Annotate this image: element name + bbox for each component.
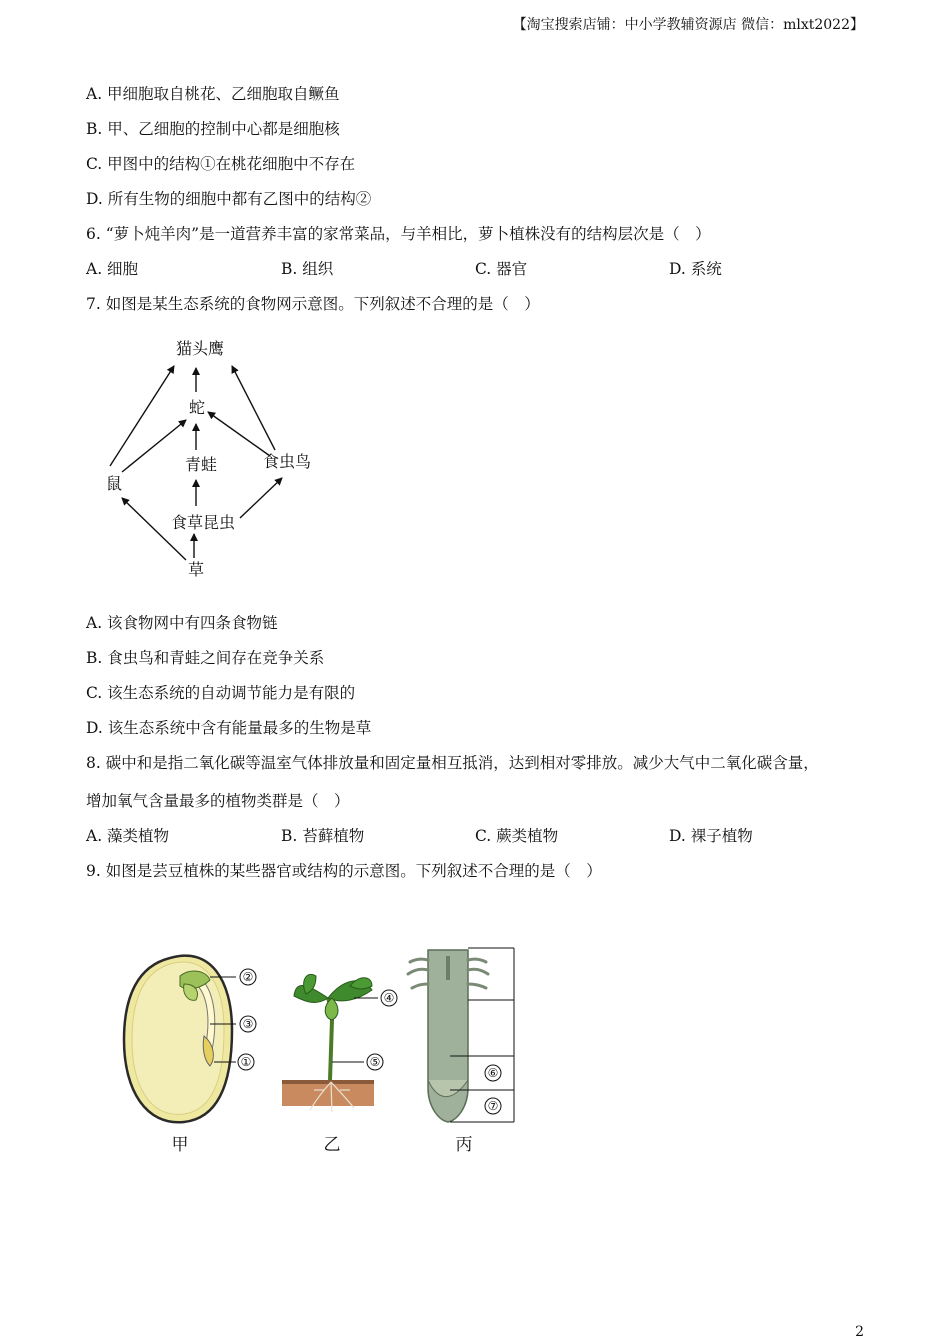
q7-option-b: B. 食虫鸟和青蛙之间存在竞争关系 xyxy=(86,649,325,667)
bean-plant-figure xyxy=(110,940,530,1160)
label-n7: ⑦ xyxy=(487,1099,499,1113)
q7-option-a: A. 该食物网中有四条食物链 xyxy=(86,614,278,632)
label-n6: ⑥ xyxy=(487,1066,499,1080)
arrow-bird-owl xyxy=(232,366,275,450)
q6-option-d: D. 系统 xyxy=(669,260,722,278)
q9-stem: 9. 如图是芸豆植株的某些器官或结构的示意图。下列叙述不合理的是（ ） xyxy=(86,862,602,880)
food-web-diagram xyxy=(100,332,330,582)
label-n5: ⑤ xyxy=(369,1055,381,1069)
label-insect: 食草昆虫 xyxy=(170,513,236,532)
q6-option-c: C. 器官 xyxy=(475,260,528,278)
q5-option-d: D. 所有生物的细胞中都有乙图中的结构② xyxy=(86,190,372,208)
label-n2: ② xyxy=(242,970,254,984)
q5-option-c: C. 甲图中的结构①在桃花细胞中不存在 xyxy=(86,155,356,173)
q7-option-c: C. 该生态系统的自动调节能力是有限的 xyxy=(86,684,356,702)
root-tip-illustration xyxy=(408,950,488,1122)
label-jia: 甲 xyxy=(171,1135,189,1155)
q6-option-a: A. 细胞 xyxy=(86,260,139,278)
label-n3: ③ xyxy=(242,1017,254,1031)
q6-option-b: B. 组织 xyxy=(281,260,334,278)
page-number: 2 xyxy=(855,1324,864,1340)
label-n1: ① xyxy=(240,1055,252,1069)
q5-option-a: A. 甲细胞取自桃花、乙细胞取自鳜鱼 xyxy=(86,85,340,103)
q8-stem-line1: 8. 碳中和是指二氧化碳等温室气体排放量和固定量相互抵消，达到相对零排放。减少大气中二氧化碳含量， xyxy=(86,754,819,772)
label-n4: ④ xyxy=(383,991,395,1005)
q8-option-c: C. 蕨类植物 xyxy=(475,827,559,845)
label-bird: 食虫鸟 xyxy=(262,452,312,471)
label-frog: 青蛙 xyxy=(184,455,218,474)
arrow-insect-bird xyxy=(240,478,282,518)
q5-option-b: B. 甲、乙细胞的控制中心都是细胞核 xyxy=(86,120,340,138)
q7-stem: 7. 如图是某生态系统的食物网示意图。下列叙述不合理的是（ ） xyxy=(86,295,540,313)
label-mouse: 鼠 xyxy=(105,474,123,493)
label-yi: 乙 xyxy=(323,1135,341,1155)
page-header: 【淘宝搜索店铺：中小学教辅资源店 微信：mlxt2022】 xyxy=(512,17,864,33)
q8-stem-line2: 增加氧气含量最多的植物类群是（ ） xyxy=(86,792,350,810)
seedling-illustration xyxy=(282,974,374,1112)
arrow-mouse-owl xyxy=(110,366,174,466)
q8-option-a: A. 藻类植物 xyxy=(86,827,170,845)
arrow-bird-snake xyxy=(208,412,270,456)
q8-option-b: B. 苔藓植物 xyxy=(281,827,365,845)
arrow-mouse-snake xyxy=(122,420,186,472)
label-owl: 猫头鹰 xyxy=(175,339,225,358)
label-snake: 蛇 xyxy=(188,398,206,417)
seed-illustration xyxy=(124,956,232,1123)
label-grass: 草 xyxy=(187,560,205,579)
q7-option-d: D. 该生态系统中含有能量最多的生物是草 xyxy=(86,719,372,737)
q8-option-d: D. 裸子植物 xyxy=(669,827,753,845)
q6-stem: 6. “萝卜炖羊肉”是一道营养丰富的家常菜品，与羊相比，萝卜植株没有的结构层次是（ ） xyxy=(86,225,711,243)
label-bing: 丙 xyxy=(455,1135,473,1155)
